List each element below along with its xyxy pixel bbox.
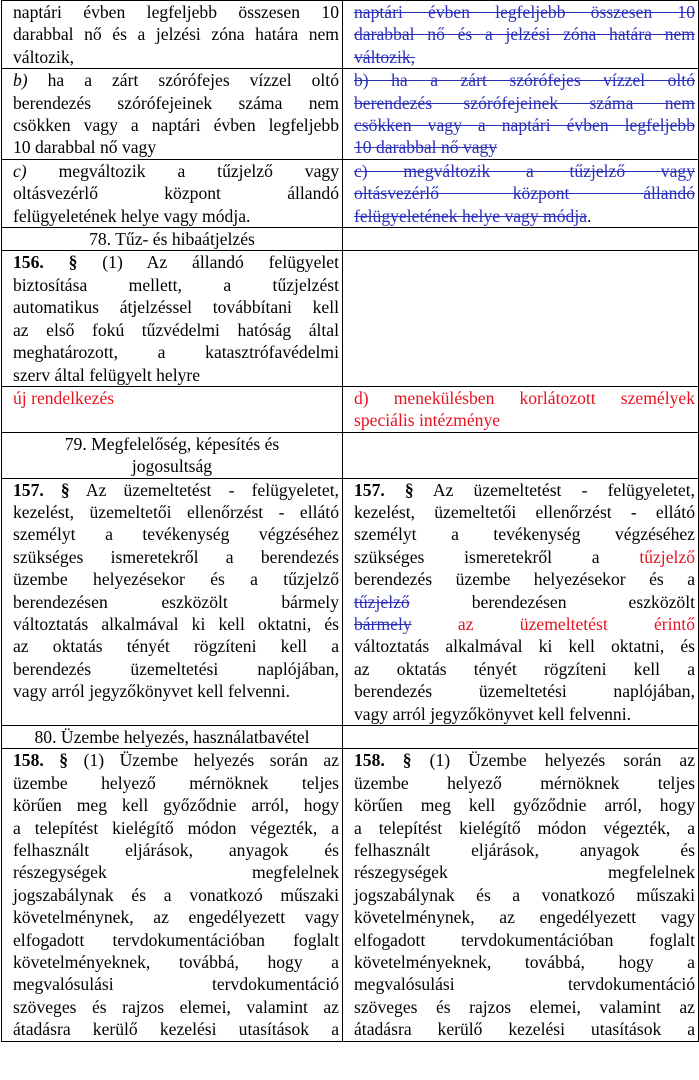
cell-original — [2, 251, 343, 386]
text-line: kezelést, üzemeltetői ellenőrzést - ellátó — [354, 501, 695, 522]
section-number: 157. § — [13, 479, 70, 500]
cell-amended — [343, 432, 699, 478]
section-heading-row — [2, 228, 699, 251]
text-line: 156. § (1) Az állandó felügyelet — [13, 252, 340, 273]
text-line: darabbal nő és a jelzési zóna határa nem — [13, 24, 339, 45]
text-line: felügyeletének helye vagy módja. — [13, 205, 251, 226]
deleted-word: bármely — [354, 613, 412, 634]
text-line: 10 darabbal nő vagy — [13, 137, 157, 158]
inserted-phrase: az üzemeltetést érintő — [411, 613, 695, 634]
text-line — [354, 613, 695, 635]
deleted-text-line: c) megváltozik a tűzjelző vagy — [354, 160, 695, 181]
text-line: üzembe helyező mérnöknek teljes — [354, 772, 695, 793]
text-line: csökken vagy a naptári évben legfeljebb — [13, 115, 339, 136]
text-line: szerv által felügyelt helyre — [13, 364, 201, 385]
text-line: berendezésen eszközölt bármely — [13, 591, 339, 612]
text-line: vagy arról jegyzőkönyvet kell felvenni. — [354, 703, 632, 724]
text-line: b) ha a zárt szórófejes vízzel oltó — [13, 70, 339, 91]
text-line: 157. § Az üzemeltetést - felügyeletet, — [13, 479, 340, 500]
text-line: szükséges ismeretekről a tűzjelző — [354, 546, 695, 567]
text-line: berendezés üzemeltetési naplójában, — [13, 658, 339, 679]
cell-original — [2, 478, 343, 725]
text-line: berendezés szórófejeinek száma nem — [13, 92, 339, 113]
text-line: körűen meg kell győződnie arról, hogy — [354, 795, 695, 816]
text-line: szöveges és rajzos elemei, valamint az — [354, 996, 695, 1017]
deleted-text-line: oltásvezérlő központ állandó — [354, 183, 695, 204]
text-line: a telepítést kielégítő módon végezték, a — [13, 817, 339, 838]
text-line: az oktatás tényét rögzíteni kell a — [354, 658, 695, 679]
section-heading: 79. Megfelelőség, képesítés és jogosultság — [2, 432, 343, 478]
text-line: a telepítést kielégítő módon végezték, a — [354, 817, 695, 838]
section-heading-row — [2, 432, 699, 478]
new-provision-label: új rendelkezés — [13, 387, 115, 408]
deleted-text-line: darabbal nő és a jelzési zóna határa nem — [354, 24, 695, 45]
cell-amended — [343, 159, 699, 227]
deleted-word: tűzjelző — [354, 591, 410, 612]
text-line: tűzjelző berendezésen eszközölt — [354, 591, 695, 612]
text-line: átadásra kerülő kezelési utasítások a — [13, 1019, 339, 1040]
period: . — [587, 205, 592, 226]
text-line: biztosítása mellett, a tűzjelzést — [13, 274, 339, 295]
section-heading: 80. Üzembe helyezés, használatbavétel — [2, 726, 343, 749]
deleted-text-line: 10 darabbal nő vagy — [354, 137, 498, 158]
text-line: 158. § (1) Üzembe helyezés során az — [13, 750, 340, 771]
deleted-text-line: b) ha a zárt szórófejes vízzel oltó — [354, 70, 695, 91]
text-line: részegységek megfelelnek — [13, 862, 339, 883]
cell-amended — [343, 478, 699, 725]
added-text-line: d) menekülésben korlátozott személyek — [354, 387, 695, 408]
text-line: körűen meg kell győződnie arról, hogy — [13, 795, 339, 816]
cell-amended — [343, 228, 699, 251]
text-line: 158. § (1) Üzembe helyezés során az — [354, 750, 696, 771]
text-line: üzembe helyezésekor és a tűzjelző — [13, 569, 339, 590]
text-line: elfogadott tervdokumentációban foglalt — [13, 929, 339, 950]
section-heading: 78. Tűz- és hibaátjelzés — [2, 228, 343, 251]
text-line: változtatás alkalmával ki kell oktatni, és — [13, 613, 339, 634]
text-line: megvalósulási tervdokumentáció — [13, 974, 339, 995]
deleted-text-line: változik, — [354, 46, 416, 67]
text-line: az oktatás tényét rögzíteni kell a — [13, 636, 339, 657]
section-number: 158. § — [354, 750, 412, 771]
table-row — [2, 386, 699, 432]
cell-amended — [343, 251, 699, 386]
deleted-text-line: csökken vagy a naptári évben legfeljebb — [354, 115, 695, 136]
text-line: jogszabálynak és a vonatkozó műszaki — [354, 884, 695, 905]
deleted-text-line: felügyeletének helye vagy módja — [354, 205, 588, 226]
text-line: változtatás alkalmával ki kell oktatni, és — [354, 636, 695, 657]
item-marker: b) — [13, 70, 28, 91]
text-line: az első fokú tűzvédelmi hatóság által — [13, 319, 339, 340]
cell-amended — [343, 386, 699, 432]
table-row — [2, 1, 699, 69]
deleted-text-line: naptári évben legfeljebb összesen 10 — [354, 2, 695, 22]
text-line: berendezés üzemeltetési naplójában, — [354, 681, 695, 702]
section-number: 156. § — [13, 252, 78, 273]
text-line: c) megváltozik a tűzjelző vagy — [13, 160, 339, 181]
section-number: 157. § — [354, 479, 414, 500]
text-line: követelményeknek, továbbá, hogy a — [354, 952, 695, 973]
text-line: szükséges ismeretekről a berendezés — [13, 546, 339, 567]
cell-original — [2, 69, 343, 160]
cell-original — [2, 386, 343, 432]
text-line: üzembe helyező mérnöknek teljes — [13, 772, 339, 793]
section-heading-row — [2, 726, 699, 749]
text-line: átadásra kerülő kezelési utasítások a — [354, 1019, 695, 1040]
text-line: felhasznált eljárások, anyagok és — [13, 840, 339, 861]
text-line: berendezés üzembe helyezésekor és a — [354, 569, 695, 590]
text-line: személyt a tevékenység végzéséhez — [13, 524, 339, 545]
text-line: követelménynek, az engedélyezett vagy — [13, 907, 339, 928]
text-line: oltásvezérlő központ állandó — [13, 183, 339, 204]
text-line: követelményeknek, továbbá, hogy a — [13, 952, 339, 973]
text-line: kezelést, üzemeltetői ellenőrzést - ellátó — [13, 501, 339, 522]
text-line: követelménynek, az engedélyezett vagy — [354, 907, 695, 928]
text-line: részegységek megfelelnek — [354, 862, 695, 883]
text-line: személyt a tevékenység végzéséhez — [354, 524, 695, 545]
text-line: szöveges és rajzos elemei, valamint az — [13, 996, 339, 1017]
comparison-table — [1, 0, 699, 1042]
text-line: elfogadott tervdokumentációban foglalt — [354, 929, 695, 950]
table-row — [2, 159, 699, 227]
cell-original — [2, 749, 343, 1041]
cell-original — [2, 159, 343, 227]
table-row — [2, 478, 699, 725]
inserted-word: tűzjelző — [639, 546, 695, 567]
table-row — [2, 251, 699, 386]
cell-amended — [343, 69, 699, 160]
text-line: automatikus átjelzéssel továbbítani kell — [13, 297, 339, 318]
deleted-text-line: berendezés szórófejeinek száma nem — [354, 92, 695, 113]
cell-amended — [343, 1, 699, 69]
section-number: 158. § — [13, 750, 69, 771]
table-row — [2, 69, 699, 160]
added-text-line: speciális intézménye — [354, 410, 501, 431]
text-line: vagy arról jegyzőkönyvet kell felvenni. — [13, 681, 291, 702]
text-line: 157. § Az üzemeltetést - felügyeletet, — [354, 479, 696, 500]
cell-amended — [343, 726, 699, 749]
table-row — [2, 749, 699, 1041]
text-line: jogszabálynak és a vonatkozó műszaki — [13, 884, 339, 905]
cell-original — [2, 1, 343, 69]
cell-amended — [343, 749, 699, 1041]
item-marker: c) — [13, 160, 27, 181]
text-line: naptári évben legfeljebb összesen 10 — [13, 2, 339, 22]
text-line: felhasznált eljárások, anyagok és — [354, 840, 695, 861]
text-line: meghatározott, a katasztrófavédelmi — [13, 342, 339, 363]
text-line: változik, — [13, 46, 75, 67]
text-line: megvalósulási tervdokumentáció — [354, 974, 695, 995]
